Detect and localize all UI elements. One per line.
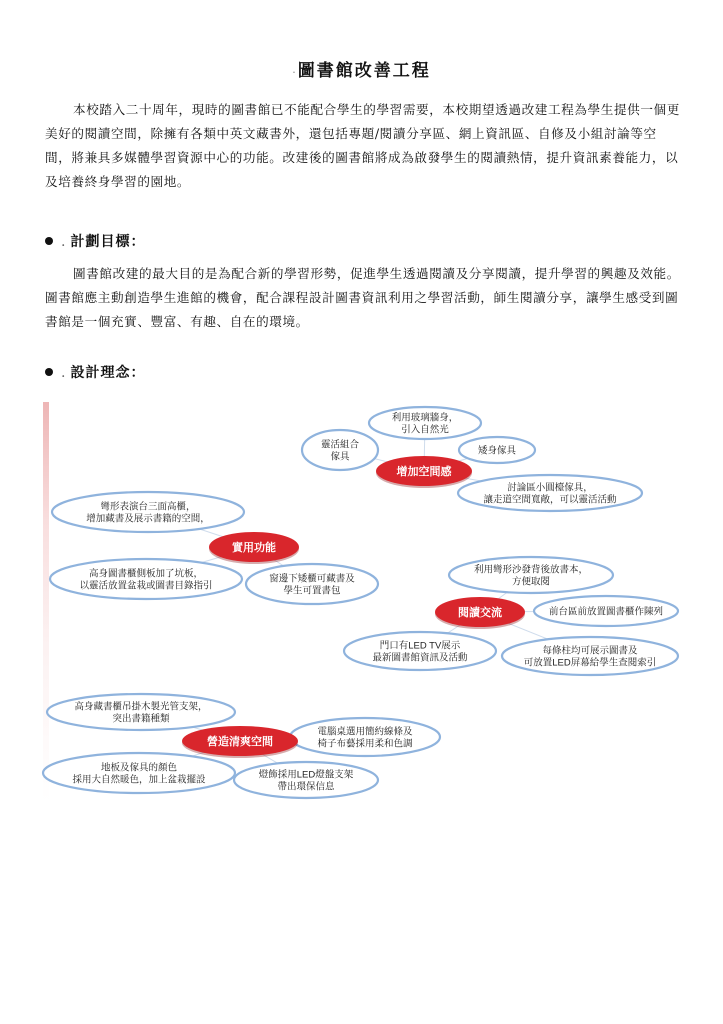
bubble-text: 以靈活放置盆栽或圖書目錄指引 — [79, 580, 213, 592]
concept-bubble — [502, 637, 678, 675]
bubble-text: 高身圖書櫃側板加了坑板， — [88, 568, 204, 580]
bubble-text: 每條柱均可展示圖書及 — [542, 645, 638, 657]
bullet-icon — [45, 368, 53, 376]
hub-bubble — [376, 456, 472, 488]
page-title — [0, 56, 723, 81]
hub-bubble — [182, 726, 298, 758]
design-concept-diagram — [0, 395, 723, 805]
bubble-text: 窗邊下矮櫃可藏書及 — [269, 573, 355, 585]
hub-label: 增加空間感 — [396, 466, 452, 478]
intro-paragraph — [45, 98, 680, 194]
bubble-text: 讓走道空間寬敞，可以靈活活動 — [483, 494, 617, 506]
bubble-text: 彎形表演台三面高櫃， — [100, 501, 196, 513]
bubble-text: 增加藏書及展示書籍的空間， — [86, 513, 210, 525]
bubble-text: 電腦桌選用簡約線條及 — [317, 726, 413, 738]
concept-bubble — [449, 557, 613, 593]
bubble-text: 最新圖書館資訊及活動 — [372, 652, 468, 664]
bubble-text: 燈飾採用LED燈盤支架 — [258, 769, 354, 781]
section-heading-goals — [45, 231, 145, 251]
bubble-text: 靈活組合 — [320, 439, 360, 451]
bubble-text: 採用大自然暖色，加上盆栽擺設 — [72, 774, 206, 786]
concept-bubble — [234, 762, 378, 798]
bubble-text: 討論區小圓檯傢具， — [507, 482, 593, 494]
bubble-text: 矮身傢具 — [477, 445, 517, 457]
hub-label: 實用功能 — [232, 542, 276, 554]
concept-bubble — [534, 596, 678, 626]
tick-mark: . — [61, 234, 67, 250]
concept-bubble — [290, 718, 440, 756]
goals-text: 圖書館改建的最大目的是為配合新的學習形勢，促進學生透過閱讀及分享閱讀，提升學習的興趣及效能。圖書館應主動創造學生進館的機會，配合課程設計圖書資訊利用之學習活動，師生閱讀分享，讓學生感受到圖書館是一個充實、豐富、有趣、自在的環境。 — [45, 266, 680, 329]
intro-text: 本校踏入二十周年，現時的圖書館已不能配合學生的學習需要，本校期望透過改建工程為學生提供一個更美好的閱讀空間，除擁有各類中英文藏書外，還包括專題/閱讀分享區、網上資訊區、自修及小組討論等空間，將兼具多媒體學習資源中心的功能。改建後的圖書館將成為啟發學生的閱讀熱情，提升資訊素養能力，以及培養終身學習的園地。 — [45, 102, 680, 189]
goals-paragraph — [45, 262, 680, 334]
concept-bubble — [344, 632, 496, 670]
concept-bubble — [47, 694, 235, 730]
title-marker: · — [292, 66, 298, 79]
bubble-text: 方便取閱 — [511, 576, 551, 588]
concept-bubble — [369, 407, 481, 439]
concept-bubble — [50, 559, 242, 599]
bubble-text: 可放置LED屏幕給學生查閱索引 — [523, 657, 657, 669]
bubble-text: 地板及傢具的顏色 — [100, 762, 178, 774]
hub-label: 營造清爽空間 — [207, 736, 273, 748]
bubble-text: 前台區前放置圖書櫃作陳列 — [548, 606, 664, 618]
concept-bubble — [458, 475, 642, 511]
hub-bubble — [209, 532, 299, 564]
section-heading-text: 設計理念： — [70, 365, 146, 381]
section-heading-text: 計劃目標： — [70, 234, 146, 250]
concept-bubble — [459, 437, 535, 463]
hub-label: 閱讀交流 — [458, 607, 502, 619]
hub-bubble — [435, 597, 525, 629]
bubble-text: 門口有LED TV展示 — [379, 640, 461, 652]
bubble-text: 帶出環保信息 — [277, 781, 335, 793]
bubble-text: 利用彎形沙發背後放書本， — [473, 564, 589, 576]
bubble-layer — [43, 407, 678, 798]
concept-bubble — [43, 753, 235, 793]
page-title-text: 圖書館改善工程 — [297, 61, 431, 81]
bubble-text: 利用玻璃牆身， — [391, 412, 459, 424]
bubble-text: 突出書籍種類 — [112, 713, 170, 725]
concept-bubble — [52, 492, 244, 532]
bubble-text: 傢具 — [330, 451, 350, 463]
concept-bubble — [246, 564, 378, 604]
concept-bubble — [302, 430, 378, 470]
tick-mark: . — [61, 365, 67, 381]
section-heading-design — [45, 362, 145, 382]
bubble-text: 高身藏書櫃吊掛木製光管支架， — [74, 701, 208, 713]
bubble-text: 引入自然光 — [401, 424, 449, 436]
bubble-text: 學生可置書包 — [283, 585, 341, 597]
bubble-text: 椅子布藝採用柔和色調 — [317, 738, 413, 750]
bullet-icon — [45, 237, 53, 245]
